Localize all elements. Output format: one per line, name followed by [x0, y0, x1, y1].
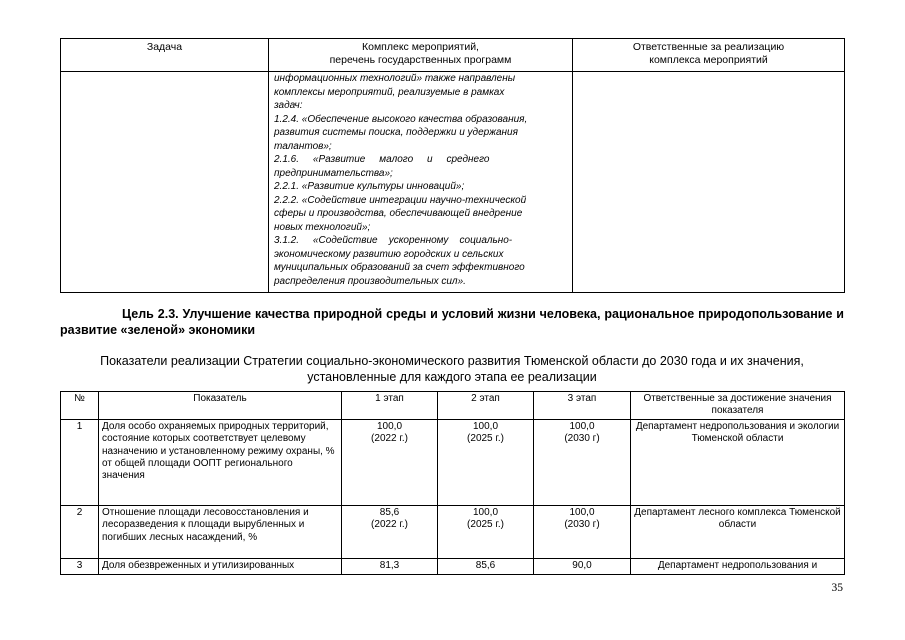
row-number: 2	[61, 506, 99, 559]
header-indicator: Показатель	[99, 392, 342, 420]
measures-line: 2.2.1. «Развитие культуры инноваций»;	[274, 181, 465, 192]
indicator-name: Отношение площади лесовосстановления и лесоразведения к площади вырубленных и погибших лесных насаждений, %	[99, 506, 342, 559]
measures-line: распределения производительных сил».	[274, 275, 466, 287]
table-row	[61, 420, 845, 506]
indicators-table	[60, 391, 845, 575]
year: (2030 г)	[564, 519, 600, 531]
responsible-department: Департамент недропользования и экологии Тюменской области	[631, 420, 845, 506]
stage-3-value	[534, 420, 631, 506]
header-stage-1: 1 этап	[342, 392, 438, 420]
stage-1-value	[342, 420, 438, 506]
value: 100,0	[472, 421, 499, 432]
measures-line: экономическому развитию городских и сельских	[274, 248, 504, 260]
indicator-name: Доля обезвреженных и утилизированных	[99, 559, 342, 575]
measures-line: информационных технологий» также направлены	[274, 73, 516, 84]
measures-line: новых технологий»;	[274, 221, 371, 233]
responsible-cell	[573, 72, 845, 293]
year: (2025 г.)	[467, 519, 504, 531]
indicator-name: Доля особо охраняемых природных территорий, состояние которых соответствует целевому назначению и установленному режиму охраны, % от общей площади ООПТ регионального значения	[99, 420, 342, 506]
responsible-department: Департамент лесного комплекса Тюменской области	[631, 506, 845, 559]
header-responsible: Ответственные за реализацию комплекса мероприятий	[573, 39, 845, 72]
stage-2-value	[438, 559, 534, 575]
measures-line: комплексы мероприятий, реализуемые в рамках	[274, 86, 505, 98]
header-responsible-achievement: Ответственные за достижение значения показателя	[631, 392, 845, 420]
header-task: Задача	[61, 39, 269, 72]
row-number: 1	[61, 420, 99, 506]
year: (2025 г.)	[467, 433, 504, 445]
header-stage-2: 2 этап	[438, 392, 534, 420]
header-number: №	[61, 392, 99, 420]
task-cell	[61, 72, 269, 293]
year: (2022 г.)	[371, 433, 408, 445]
value: 85,6	[379, 507, 400, 518]
top-table-header-row	[61, 39, 845, 72]
measures-line: 2.2.2. «Содействие интеграции научно-технической	[274, 194, 527, 206]
measures-line: 1.2.4. «Обеспечение высокого качества образования,	[274, 113, 528, 125]
row-number: 3	[61, 559, 99, 575]
value: 100,0	[376, 421, 403, 432]
stage-3-value	[534, 506, 631, 559]
stage-2-value	[438, 506, 534, 559]
value: 81,3	[379, 560, 400, 571]
header-stage-3: 3 этап	[534, 392, 631, 420]
table-row	[61, 506, 845, 559]
measures-line: сферы и производства, обеспечивающей внедрение	[274, 208, 523, 219]
measures-line: развития системы поиска, поддержки и удержания	[274, 127, 518, 138]
indicators-caption: Показатели реализации Стратегии социально-экономического развития Тюменской области до 2030 года и их значения, установленные для каждого этапа ее реализации	[100, 354, 804, 384]
value: 100,0	[472, 507, 499, 518]
measures-line: талантов»;	[274, 140, 332, 152]
measures-line: муниципальных образований за счет эффективного	[274, 262, 525, 273]
page-number: 35	[831, 582, 843, 594]
measures-line: 3.1.2. «Содействие ускоренному социально-	[274, 235, 513, 246]
table-row	[61, 559, 845, 575]
stage-3-value	[534, 559, 631, 575]
stage-1-value	[342, 559, 438, 575]
measures-cell	[269, 72, 573, 293]
header-measures: Комплекс мероприятий, перечень государственных программ	[269, 39, 573, 72]
stage-2-value	[438, 420, 534, 506]
top-table-body-row	[61, 72, 845, 293]
responsible-department: Департамент недропользования и	[631, 559, 845, 575]
measures-line: 2.1.6. «Развитие малого и среднего	[274, 154, 490, 165]
measures-line: предпринимательства»;	[274, 167, 393, 179]
value: 100,0	[569, 507, 595, 518]
indicators-header-row	[61, 392, 845, 420]
stage-1-value	[342, 506, 438, 559]
value: 100,0	[569, 421, 595, 432]
goal-heading: Цель 2.3. Улучшение качества природной среды и условий жизни человека, рациональное природопользование и развитие «зеленой» экономики	[60, 307, 844, 337]
year: (2030 г)	[564, 433, 600, 445]
value: 85,6	[475, 560, 496, 571]
value: 90,0	[572, 560, 592, 571]
measures-line: задач:	[274, 100, 303, 111]
year: (2022 г.)	[371, 519, 408, 531]
top-table	[60, 38, 845, 293]
